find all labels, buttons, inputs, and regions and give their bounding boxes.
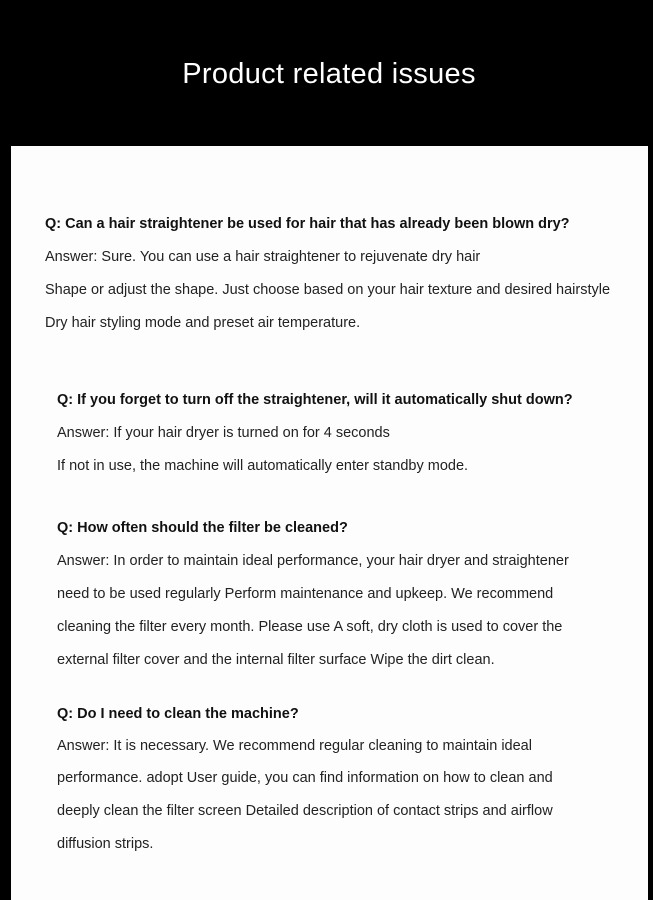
faq-item [57, 390, 573, 474]
faq-answer-line: If not in use, the machine will automatically enter standby mode. [57, 458, 469, 474]
faq-answer-line: cleaning the filter every month. Please use A soft, dry cloth is used to cover the [57, 619, 563, 635]
faq-question: Q: Do I need to clean the machine? [57, 706, 299, 722]
faq-question: Q: Can a hair straightener be used for hair that has already been blown dry? [45, 216, 570, 232]
page-title: Product related issues [182, 58, 476, 90]
faq-answer-line: external filter cover and the internal filter surface Wipe the dirt clean. [57, 652, 495, 668]
faq-question: Q: If you forget to turn off the straightener, will it automatically shut down? [57, 392, 573, 408]
faq-answer-line: Answer: If your hair dryer is turned on for 4 seconds [57, 425, 390, 441]
faq-answer-line: Answer: Sure. You can use a hair straightener to rejuvenate dry hair [45, 249, 481, 265]
faq-question: Q: How often should the filter be cleaned? [57, 520, 348, 536]
faq-item [57, 518, 569, 668]
faq-item [45, 214, 611, 331]
faq-answer-line: Shape or adjust the shape. Just choose based on your hair texture and desired hairstyle [45, 282, 611, 298]
faq-answer-line: Answer: It is necessary. We recommend regular cleaning to maintain ideal [57, 738, 532, 754]
faq-answer-line: Answer: In order to maintain ideal performance, your hair dryer and straightener [57, 553, 569, 569]
faq-item [57, 704, 553, 852]
faq-panel [11, 146, 648, 900]
faq-answer-line: diffusion strips. [57, 836, 154, 852]
faq-answer-line: need to be used regularly Perform maintenance and upkeep. We recommend [57, 586, 554, 602]
faq-answer-line: deeply clean the filter screen Detailed description of contact strips and airflow [57, 803, 553, 819]
faq-answer-line: Dry hair styling mode and preset air temperature. [45, 315, 361, 331]
header-banner [0, 0, 653, 146]
faq-answer-line: performance. adopt User guide, you can find information on how to clean and [57, 770, 553, 786]
